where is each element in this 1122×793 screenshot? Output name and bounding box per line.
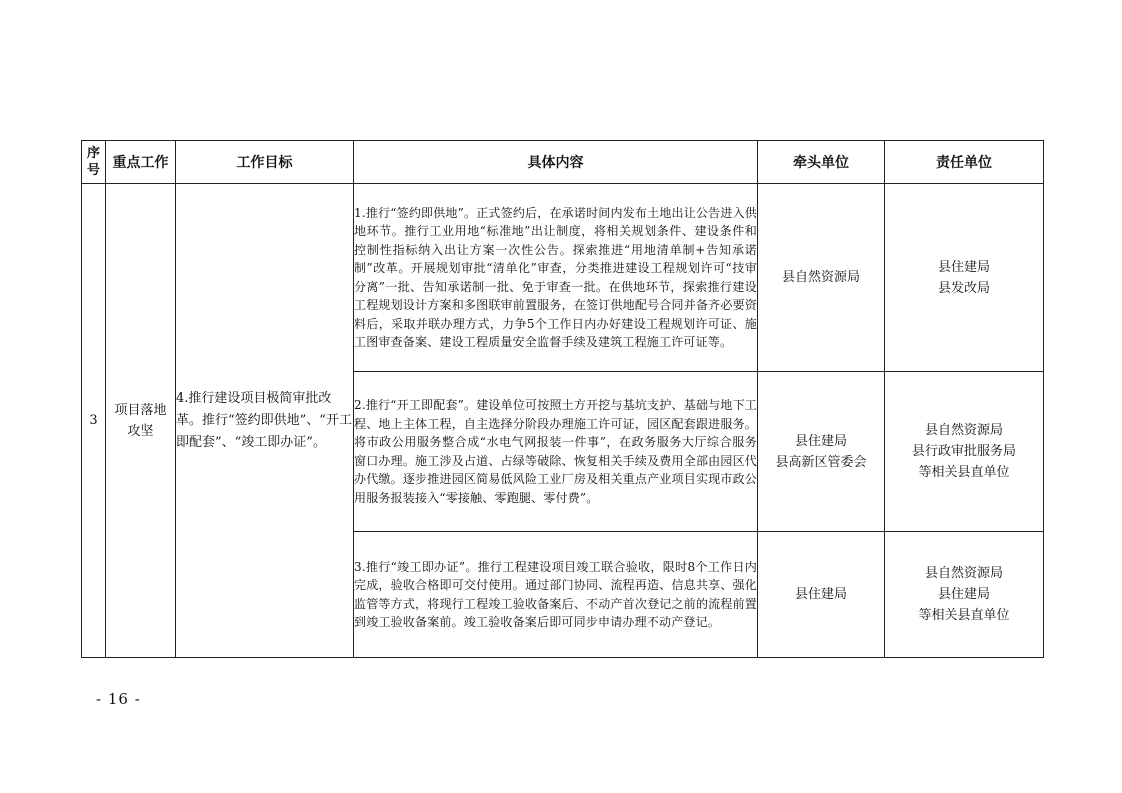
lead-cell-3: [758, 532, 885, 658]
resp-unit: 等相关县直单位: [918, 608, 1010, 623]
goal-cell: 4.推行建设项目极简审批改革。推行“签约即供地”、“开工即配套”、“竣工即办证”。: [176, 184, 354, 658]
seq-cell: 3: [82, 184, 106, 658]
header-row: [82, 141, 1044, 184]
lead-unit: 县住建局: [794, 587, 847, 602]
resp-cell-1: [885, 184, 1044, 372]
page-number: - 16 -: [96, 690, 141, 708]
resp-unit: 县住建局: [937, 587, 990, 602]
resp-unit: 县发改局: [937, 280, 990, 296]
work-table: [81, 140, 1044, 658]
header-goal: 工作目标: [176, 141, 354, 184]
table-row: [82, 184, 1044, 372]
header-resp: 责任单位: [885, 141, 1044, 184]
lead-unit: 县高新区管委会: [775, 454, 867, 470]
content-cell-2: 2.推行“开工即配套”。建设单位可按照土方开挖与基坑支护、基础与地下工程、地上主体工程，自主选择分阶段办理施工许可证，园区配套跟进服务。将市政公用服务整合成“水电气网报装一件事”，在政务服务大厅综合服务窗口办理。施工涉及占道、占绿等破除、恢复相关手续及费用全部由园区代办代缴。逐步推进园区简易低风险工业厂房及相关重点产业项目实现市政公用服务报装接入“零接触、零跑腿、零付费”。: [354, 372, 758, 532]
header-content: 具体内容: [354, 141, 758, 184]
resp-unit: 县自然资源局: [924, 566, 1003, 581]
content-cell-3: 3.推行“竣工即办证”。推行工程建设项目竣工联合验收，限时8个工作日内完成，验收合格即可交付使用。通过部门协同、流程再造、信息共享、强化监管等方式，将现行工程竣工验收备案后、不动产首次登记之前的流程前置到竣工验收备案前。竣工验收备案后即可同步申请办理不动产登记。: [354, 532, 758, 658]
resp-cell-2: [885, 372, 1044, 532]
resp-cell-3: [885, 532, 1044, 658]
header-seq: 序号: [82, 141, 106, 184]
lead-cell-2: [758, 372, 885, 532]
lead-cell-1: [758, 184, 885, 372]
header-key-work: 重点工作: [106, 141, 176, 184]
resp-unit: 县住建局: [937, 259, 990, 275]
lead-unit: 县住建局: [794, 433, 847, 449]
header-lead: 牵头单位: [758, 141, 885, 184]
key-work-cell: 项目落地攻坚: [106, 184, 176, 658]
resp-unit: 等相关县直单位: [918, 465, 1010, 480]
content-cell-1: 1.推行“签约即供地”。正式签约后，在承诺时间内发布土地出让公告进入供地环节。推行工业用地“标准地”出让制度，将相关规划条件、建设条件和控制性指标纳入出让方案一次性公告。探索推进“用地清单制+告知承诺制”改革。开展规划审批“清单化”审查，分类推进建设工程规划许可“技审分离”一批、告知承诺制一批、免于审查一批。在供地环节，探索推行建设工程规划设计方案和多图联审前置服务，在签订供地配号合同并备齐必要资料后，采取并联办理方式，力争5个工作日内办好建设工程规划许可证、施工图审查备案、建设工程质量安全监督手续及建筑工程施工许可证等。: [354, 184, 758, 372]
resp-unit: 县行政审批服务局: [911, 444, 1016, 459]
resp-unit: 县自然资源局: [924, 423, 1003, 438]
lead-unit: 县自然资源局: [781, 270, 860, 285]
